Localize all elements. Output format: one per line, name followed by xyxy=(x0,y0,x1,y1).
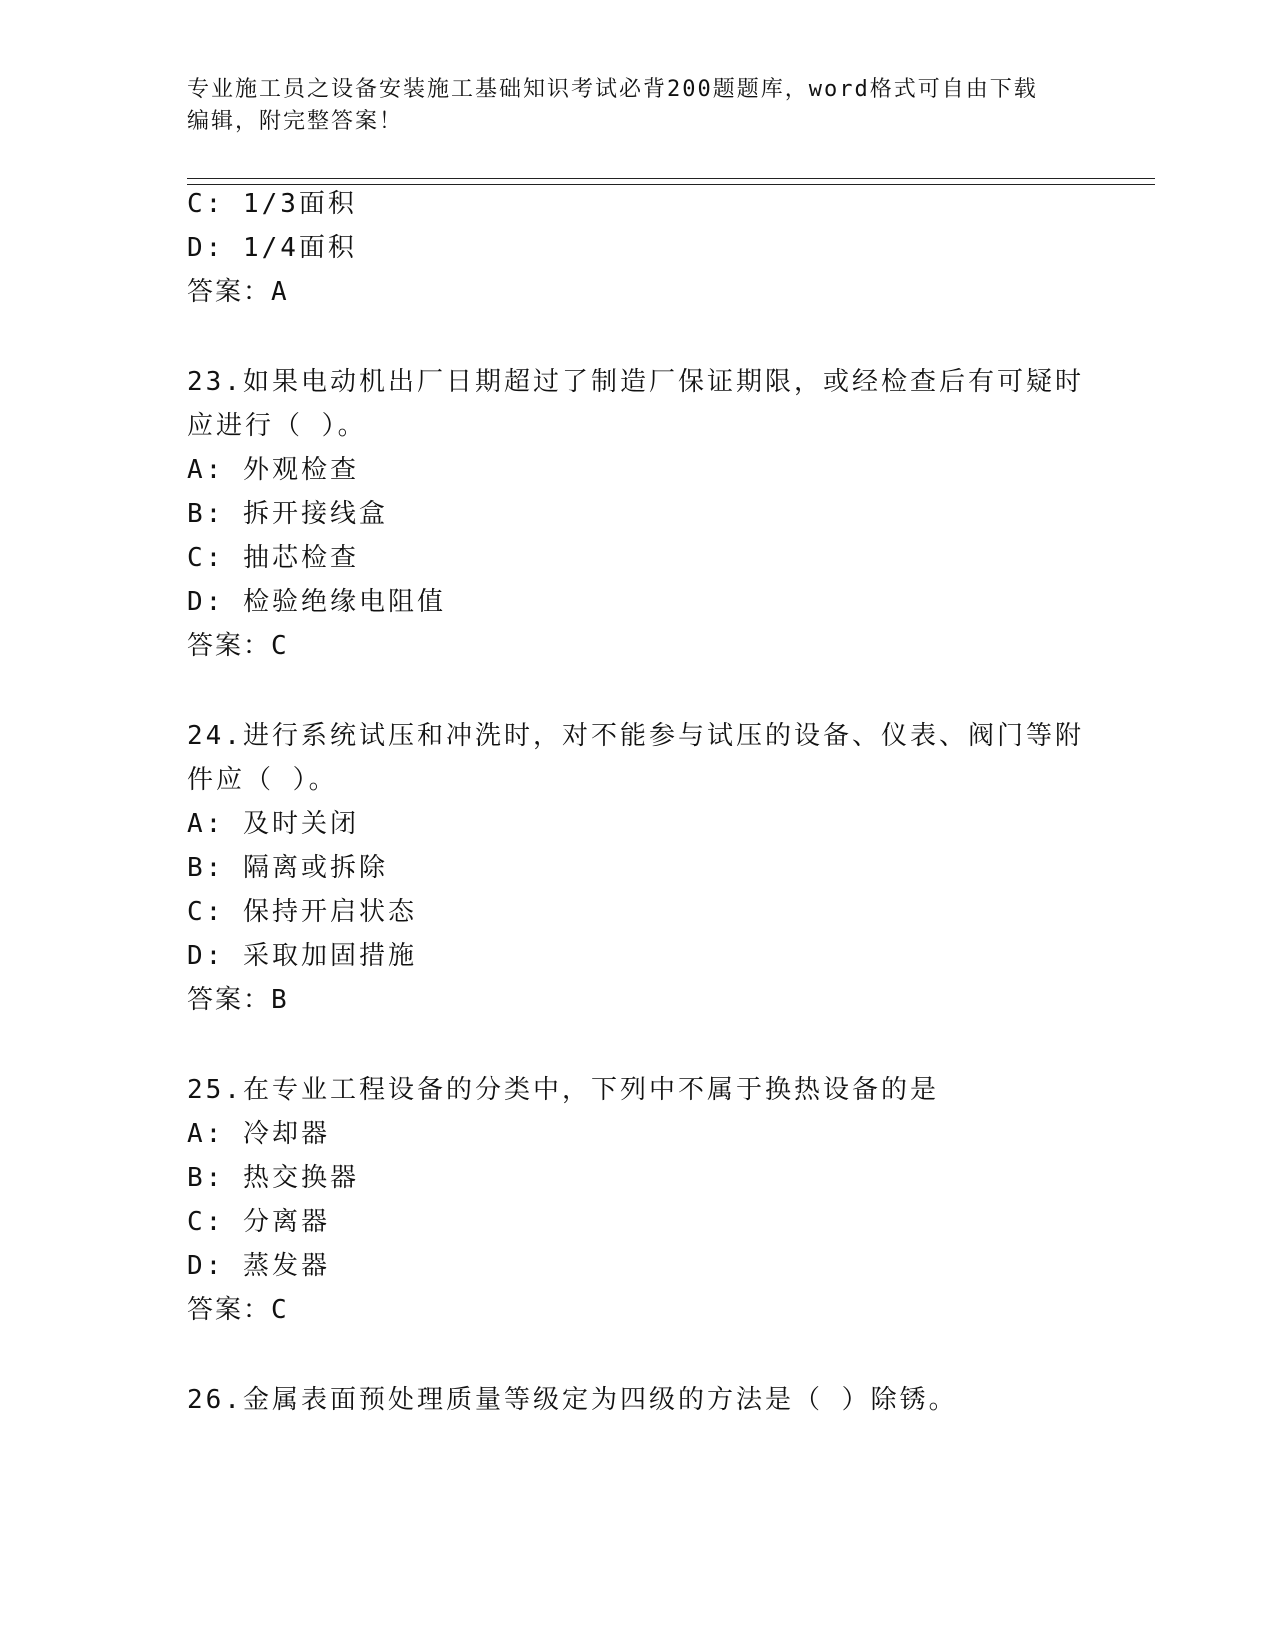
question-23-stem-line-1: 23.如果电动机出厂日期超过了制造厂保证期限，或经检查后有可疑时 xyxy=(187,367,1084,397)
question-24-option-b: B: 隔离或拆除 xyxy=(187,853,388,883)
question-25-option-d: D: 蒸发器 xyxy=(187,1251,330,1281)
header-line-2: 编辑，附完整答案！ xyxy=(187,109,404,134)
question-25-option-a: A: 冷却器 xyxy=(187,1119,330,1149)
document-header xyxy=(187,74,1087,138)
question-25-answer: 答案：C xyxy=(187,1295,289,1325)
question-23-option-d: D: 检验绝缘电阻值 xyxy=(187,587,446,617)
header-divider-top xyxy=(187,178,1155,179)
question-23-option-c: C: 抽芯检查 xyxy=(187,543,359,573)
question-24-answer: 答案：B xyxy=(187,985,289,1015)
option-c: C: 1/3面积 xyxy=(187,189,357,219)
question-23-option-a: A: 外观检查 xyxy=(187,455,359,485)
question-25-option-c: C: 分离器 xyxy=(187,1207,330,1237)
option-d: D: 1/4面积 xyxy=(187,233,357,263)
question-26-stem-line-1: 26.金属表面预处理质量等级定为四级的方法是（ ）除锈。 xyxy=(187,1385,958,1415)
question-24-stem-line-2: 件应（ ）。 xyxy=(187,765,338,795)
question-24-option-c: C: 保持开启状态 xyxy=(187,897,417,927)
answer-line: 答案：A xyxy=(187,277,289,307)
question-24-stem-line-1: 24.进行系统试压和冲洗时，对不能参与试压的设备、仪表、阀门等附 xyxy=(187,721,1084,751)
question-23-stem-line-2: 应进行（ ）。 xyxy=(187,411,367,441)
question-24-option-d: D: 采取加固措施 xyxy=(187,941,417,971)
question-24-option-a: A: 及时关闭 xyxy=(187,809,359,839)
header-line-1: 专业施工员之设备安装施工基础知识考试必背200题题库，word格式可自由下载 xyxy=(187,77,1038,102)
header-divider-bottom xyxy=(187,184,1155,185)
question-23-option-b: B: 拆开接线盒 xyxy=(187,499,388,529)
question-25-option-b: B: 热交换器 xyxy=(187,1163,359,1193)
question-25-stem-line-1: 25.在专业工程设备的分类中，下列中不属于换热设备的是 xyxy=(187,1075,939,1105)
question-23-answer: 答案：C xyxy=(187,631,289,661)
